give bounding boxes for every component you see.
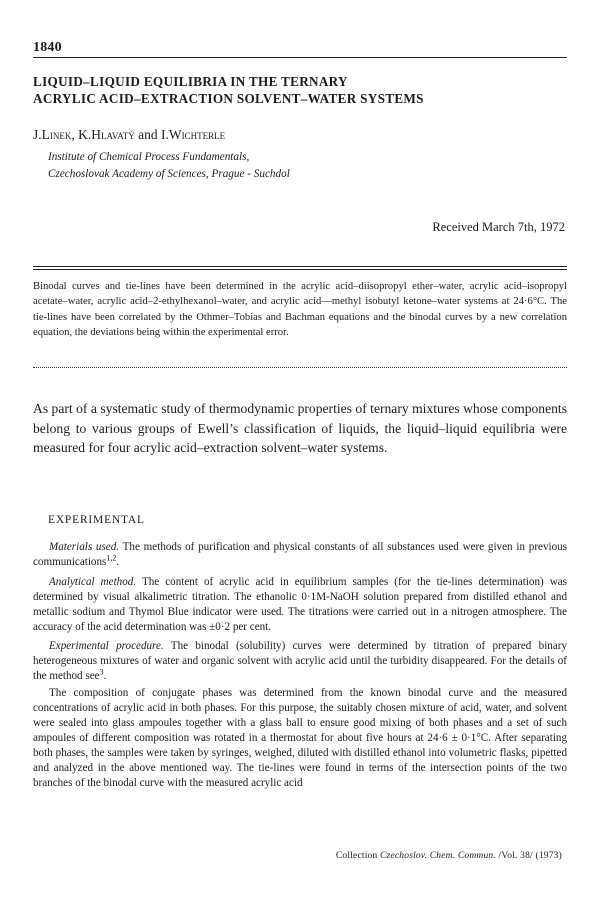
introduction-paragraph: As part of a systematic study of thermodynamic properties of ternary mixtures whose components belong to various groups of Ewell’s classification of liquids, the liquid–liquid equilibria were measured for four acrylic acid–extraction solvent–water systems. (33, 401, 567, 455)
paragraph-text: The content of acrylic acid in equilibrium samples (for the tie-lines determination) was determined by visual alkalimetric titration. The ethanolic 0·1M-NaOH solution prepared from distilled ethanol and metallic sodium and Thymol Blue indicator were used. The titrations were carried out in a nitrogen atmosphere. The accuracy of the acid determination was ±0·2 per cent. (33, 575, 567, 633)
author-2-initial: K. (78, 127, 92, 142)
reference-superscript: 1,2 (106, 553, 117, 563)
abstract: Binodal curves and tie-lines have been determined in the acrylic acid–diisopropyl ether–water, acrylic acid–isopropyl acetate–water, acrylic acid–2-ethylhexanol–water, and acrylic acid––methyl isobutyl ketone–water systems at 24·6°C. The tie-lines have been correlated by the Othmer–Tobias and Bachman equations and the binodal curves by a new correlation equation, the deviations being within the experimental error. (33, 281, 567, 339)
affiliation-line-1: Institute of Chemical Process Fundamentals, (48, 151, 250, 163)
abstract-top-rule (33, 266, 567, 270)
title-line-1: LIQUID–LIQUID EQUILIBRIA IN THE TERNARY (33, 74, 348, 89)
paragraph-lead: Experimental procedure. (49, 640, 164, 653)
article-title (33, 73, 563, 107)
title-line-2: ACRYLIC ACID–EXTRACTION SOLVENT–WATER SYSTEMS (33, 91, 424, 106)
footer-journal: Czechoslov. Chem. Commun. (380, 851, 496, 861)
author-3-name: Wichterle (168, 127, 226, 142)
paragraph-end: . (116, 555, 120, 568)
paragraph-text: The methods of purification and physical constants of all substances used were given in previous communications (33, 541, 567, 568)
reference-superscript: 3 (99, 667, 104, 677)
paragraph-text: The composition of conjugate phases was determined from the known binodal curve and the measured concentrations of acrylic acid in both phases. For this purpose, the suitably chosen mixture of acid, water, and solvent were sealed into glass ampoules together with a glass ball to ensure good mixing of both phases and a set of such ampoules of different composition was rotated in a thermostat for about five hours at 24·6 ± 0·1°C. After separating both phases, the samples were taken by syringes, weighed, diluted with distilled ethanol into volumetric flasks, pipetted and analyzed in the above mentioned way. The tie-lines were found in terms of the intersection points of the two branches of the binodal curve with the measured acrylic acid (33, 687, 567, 789)
author-separator: and (134, 127, 161, 142)
header-rule (33, 57, 567, 58)
journal-footer (336, 851, 562, 861)
footer-collection: Collection (335, 851, 381, 861)
footer-volume: /Vol. 38/ (1973) (495, 851, 562, 861)
affiliation (48, 149, 290, 183)
abstract-bottom-rule (33, 367, 567, 368)
paragraph-conjugate-phases (33, 686, 567, 790)
paragraph-end: . (103, 670, 107, 683)
paragraph-lead: Materials used. (49, 541, 120, 553)
paragraph-procedure (33, 639, 567, 684)
affiliation-line-2: Czechoslovak Academy of Sciences, Prague - Suchdol (48, 168, 290, 180)
paragraph-text: The binodal (solubility) curves were determined by titration of prepared binary heterogeneous mixtures of water and organic solvent with acrylic acid until the turbidity disappeared. For the details of the method see (33, 640, 567, 683)
section-body (33, 540, 567, 796)
author-2-name: Hlavatý (91, 127, 135, 142)
author-separator: , (71, 127, 79, 142)
author-3-initial: I. (160, 127, 169, 142)
page-number: 1840 (33, 40, 62, 55)
paragraph-lead: Analytical method. (49, 575, 137, 588)
authors (33, 127, 225, 143)
section-heading: EXPERIMENTAL (48, 514, 145, 526)
author-1-initial: J. (33, 127, 42, 142)
paragraph-analytical (33, 575, 567, 635)
received-date: Received March 7th, 1972 (432, 220, 565, 234)
paragraph-materials (33, 540, 567, 570)
author-1-name: Linek (41, 127, 72, 142)
